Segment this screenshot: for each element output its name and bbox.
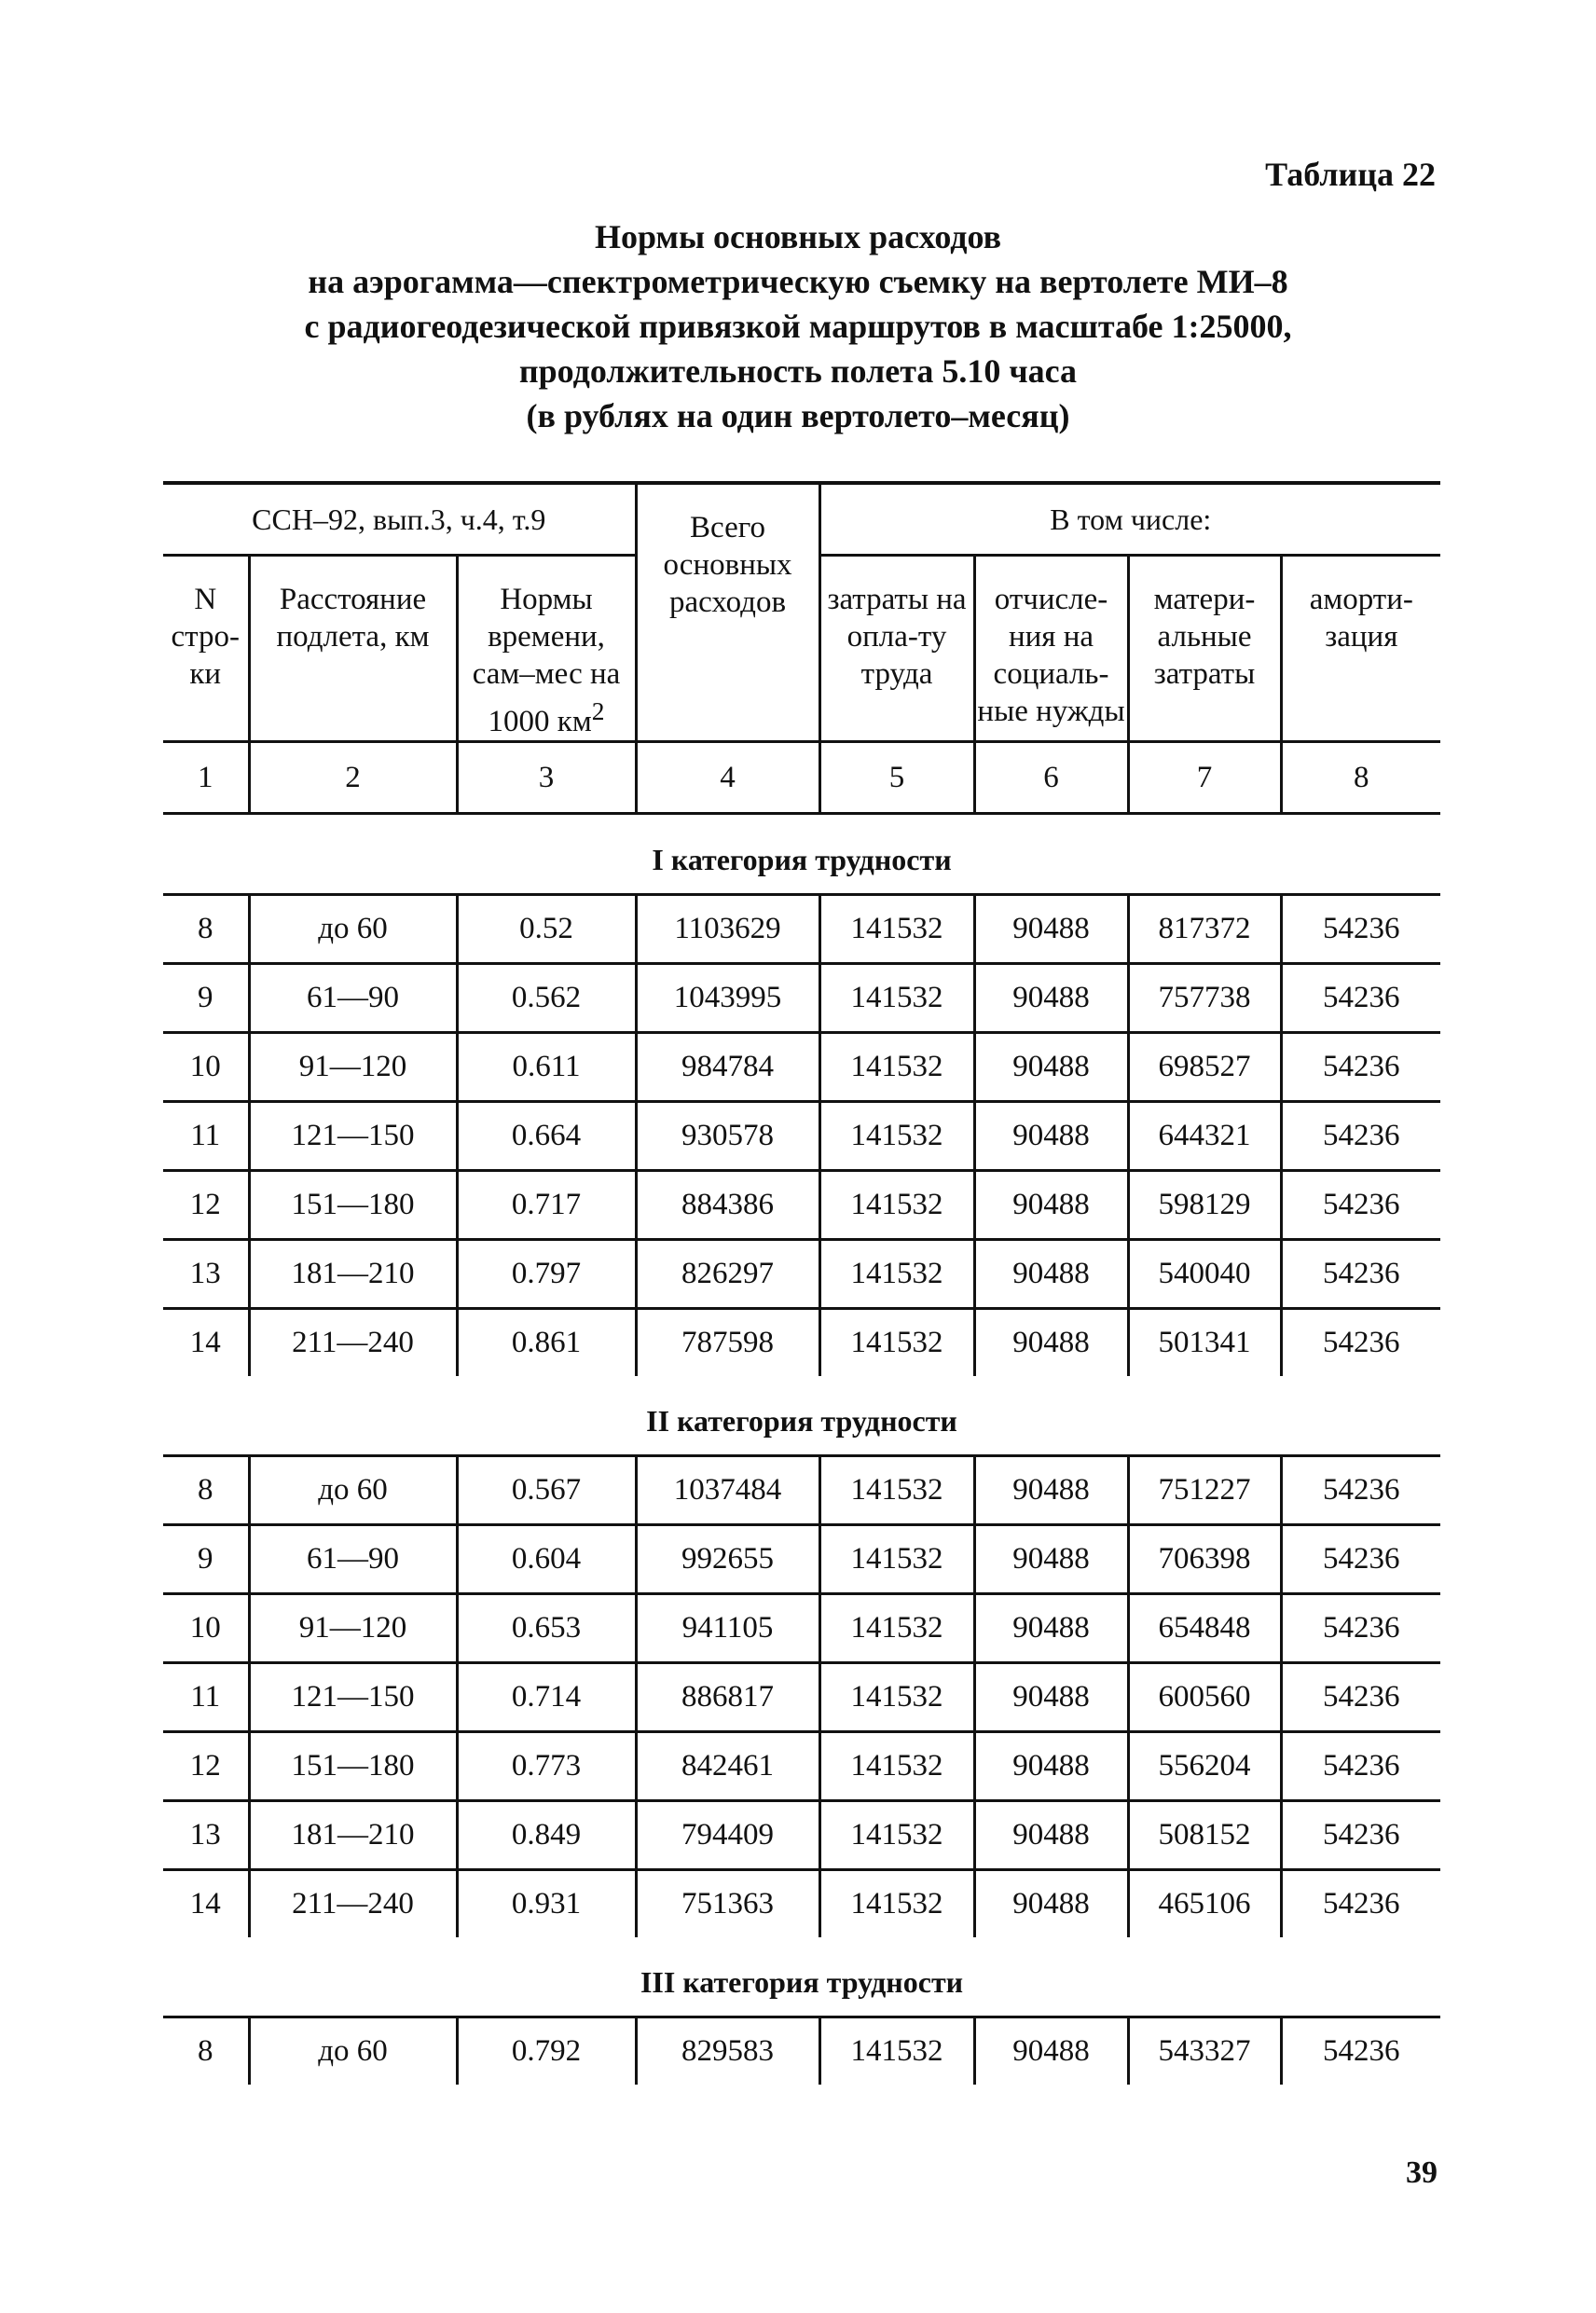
table-cell: 0.773 xyxy=(457,1732,636,1801)
table-cell: 8 xyxy=(163,2017,249,2086)
column-number-row xyxy=(163,742,1440,814)
table-cell: 706398 xyxy=(1128,1525,1281,1594)
table-cell: 54236 xyxy=(1281,1102,1440,1171)
table-cell: 930578 xyxy=(636,1102,819,1171)
table-cell: 11 xyxy=(163,1102,249,1171)
table-cell: 181—210 xyxy=(249,1801,457,1870)
table-cell: 644321 xyxy=(1128,1102,1281,1171)
table-cell: 141532 xyxy=(819,2017,974,2086)
table-cell: 181—210 xyxy=(249,1240,457,1309)
table-cell: до 60 xyxy=(249,2017,457,2086)
table-cell: 90488 xyxy=(974,964,1128,1033)
table-cell: 0.792 xyxy=(457,2017,636,2086)
column-number: 7 xyxy=(1128,742,1281,814)
column-number: 8 xyxy=(1281,742,1440,814)
table-cell: 0.562 xyxy=(457,964,636,1033)
table-cell: 751363 xyxy=(636,1870,819,1938)
table-cell: 10 xyxy=(163,1033,249,1102)
table-cell: 54236 xyxy=(1281,1456,1440,1525)
table-row xyxy=(163,1102,1440,1171)
table-cell: 54236 xyxy=(1281,1870,1440,1938)
table-cell: 141532 xyxy=(819,1525,974,1594)
category-heading-row xyxy=(163,814,1440,895)
header-col-3 xyxy=(457,556,636,742)
table-cell: 14 xyxy=(163,1309,249,1377)
table-row xyxy=(163,1033,1440,1102)
table-cell: 1043995 xyxy=(636,964,819,1033)
table-cell: 121—150 xyxy=(249,1663,457,1732)
table-cell: 0.931 xyxy=(457,1870,636,1938)
table-cell: 54236 xyxy=(1281,1309,1440,1377)
table-cell: до 60 xyxy=(249,895,457,964)
table-cell: 543327 xyxy=(1128,2017,1281,2086)
table-cell: 54236 xyxy=(1281,1033,1440,1102)
table-cell: 794409 xyxy=(636,1801,819,1870)
table-cell: 757738 xyxy=(1128,964,1281,1033)
table-cell: 556204 xyxy=(1128,1732,1281,1801)
table-cell: 0.664 xyxy=(457,1102,636,1171)
table-cell: 54236 xyxy=(1281,1801,1440,1870)
title-line: продолжительность полета 5.10 часа xyxy=(518,352,1078,390)
table-cell: 90488 xyxy=(974,1525,1128,1594)
table-cell: 0.653 xyxy=(457,1594,636,1663)
table-cell: 141532 xyxy=(819,895,974,964)
table-cell: 141532 xyxy=(819,1309,974,1377)
table-cell: 151—180 xyxy=(249,1171,457,1240)
table-cell: 10 xyxy=(163,1594,249,1663)
title-line: с радиогеодезической привязкой маршрутов в масштабе 1:25000, xyxy=(304,308,1292,345)
table-cell: 151—180 xyxy=(249,1732,457,1801)
category-heading-row xyxy=(163,1376,1440,1456)
table-cell: 1103629 xyxy=(636,895,819,964)
column-number: 5 xyxy=(819,742,974,814)
table-cell: 141532 xyxy=(819,964,974,1033)
table-cell: 465106 xyxy=(1128,1870,1281,1938)
table-row xyxy=(163,964,1440,1033)
table-cell: 984784 xyxy=(636,1033,819,1102)
table-cell: 12 xyxy=(163,1732,249,1801)
table-cell: 54236 xyxy=(1281,964,1440,1033)
table-row xyxy=(163,1870,1440,1938)
header-col-8: аморти-зация xyxy=(1281,556,1440,742)
table-cell: 941105 xyxy=(636,1594,819,1663)
table-cell: 90488 xyxy=(974,1594,1128,1663)
table-cell: 90488 xyxy=(974,1456,1128,1525)
header-col-6: отчисле-ния на социаль-ные нужды xyxy=(974,556,1128,742)
table-cell: 0.604 xyxy=(457,1525,636,1594)
table-cell: 54236 xyxy=(1281,1732,1440,1801)
table-cell: 54236 xyxy=(1281,1594,1440,1663)
column-number: 1 xyxy=(163,742,249,814)
table-row xyxy=(163,1171,1440,1240)
table-cell: 141532 xyxy=(819,1663,974,1732)
table-cell: 501341 xyxy=(1128,1309,1281,1377)
table-cell: 992655 xyxy=(636,1525,819,1594)
category-title: I категория трудности xyxy=(652,842,952,876)
table-row xyxy=(163,1801,1440,1870)
table-cell: 211—240 xyxy=(249,1309,457,1377)
table-cell: 121—150 xyxy=(249,1102,457,1171)
table-cell: 141532 xyxy=(819,1732,974,1801)
table-cell: 91—120 xyxy=(249,1033,457,1102)
header-col-7: матери-альные затраты xyxy=(1128,556,1281,742)
category-heading-row xyxy=(163,1937,1440,2017)
table-cell: 61—90 xyxy=(249,1525,457,1594)
category-title: II категория трудности xyxy=(646,1403,957,1438)
table-cell: 0.797 xyxy=(457,1240,636,1309)
table-cell: 141532 xyxy=(819,1594,974,1663)
column-number: 6 xyxy=(974,742,1128,814)
category-title: III категория трудности xyxy=(640,1964,964,1999)
table-number: Таблица 22 xyxy=(1265,156,1436,193)
table-cell: 11 xyxy=(163,1663,249,1732)
table-cell: 1037484 xyxy=(636,1456,819,1525)
table-row xyxy=(163,1663,1440,1732)
column-number: 3 xyxy=(457,742,636,814)
header-total: Всего основных расходов xyxy=(636,483,819,742)
header-col-3-sup: 2 xyxy=(591,696,605,725)
table-row xyxy=(163,2017,1440,2086)
table-cell: 90488 xyxy=(974,1870,1128,1938)
table-row xyxy=(163,1240,1440,1309)
title-line: на аэрогамма—спектрометрическую съемку на вертолете МИ–8 xyxy=(308,263,1288,300)
header-col-2: Расстояние подлета, км xyxy=(249,556,457,742)
table-cell: 0.52 xyxy=(457,895,636,964)
header-group-incl: В том числе: xyxy=(819,483,1440,556)
table-cell: до 60 xyxy=(249,1456,457,1525)
table-cell: 90488 xyxy=(974,1240,1128,1309)
table-cell: 698527 xyxy=(1128,1033,1281,1102)
table-cell: 90488 xyxy=(974,1033,1128,1102)
table-row xyxy=(163,1732,1440,1801)
table-cell: 0.849 xyxy=(457,1801,636,1870)
norms-table xyxy=(163,481,1440,2085)
header-group-ssn: ССН–92, вып.3, ч.4, т.9 xyxy=(163,483,636,556)
table-cell: 141532 xyxy=(819,1033,974,1102)
table-cell: 90488 xyxy=(974,1102,1128,1171)
table-cell: 0.714 xyxy=(457,1663,636,1732)
header-col-1: N стро-ки xyxy=(163,556,249,742)
page-number: 39 xyxy=(1406,2155,1438,2190)
table-cell: 13 xyxy=(163,1801,249,1870)
table-row xyxy=(163,895,1440,964)
table-cell: 540040 xyxy=(1128,1240,1281,1309)
table-cell: 600560 xyxy=(1128,1663,1281,1732)
title-line: Нормы основных расходов xyxy=(594,218,1002,255)
table-cell: 90488 xyxy=(974,1663,1128,1732)
table-cell: 9 xyxy=(163,1525,249,1594)
table-cell: 8 xyxy=(163,1456,249,1525)
table-cell: 61—90 xyxy=(249,964,457,1033)
table-cell: 54236 xyxy=(1281,1240,1440,1309)
table-cell: 90488 xyxy=(974,1171,1128,1240)
title-line: (в рублях на один вертолето–месяц) xyxy=(526,397,1070,434)
table-cell: 0.611 xyxy=(457,1033,636,1102)
table-cell: 141532 xyxy=(819,1870,974,1938)
table-cell: 141532 xyxy=(819,1102,974,1171)
table-cell: 842461 xyxy=(636,1732,819,1801)
table-cell: 14 xyxy=(163,1870,249,1938)
table-cell: 12 xyxy=(163,1171,249,1240)
table-cell: 141532 xyxy=(819,1801,974,1870)
table-cell: 829583 xyxy=(636,2017,819,2086)
table-cell: 90488 xyxy=(974,1732,1128,1801)
table-cell: 0.861 xyxy=(457,1309,636,1377)
table-cell: 508152 xyxy=(1128,1801,1281,1870)
table-cell: 54236 xyxy=(1281,1663,1440,1732)
table-cell: 13 xyxy=(163,1240,249,1309)
header-col-3-text: Нормы времени, сам–мес на 1000 км xyxy=(472,583,621,738)
table-cell: 91—120 xyxy=(249,1594,457,1663)
table-cell: 654848 xyxy=(1128,1594,1281,1663)
table-row xyxy=(163,1525,1440,1594)
header-col-5: затраты на опла-ту труда xyxy=(819,556,974,742)
table-cell: 817372 xyxy=(1128,895,1281,964)
table-row xyxy=(163,1309,1440,1377)
table-cell: 598129 xyxy=(1128,1171,1281,1240)
table-cell: 211—240 xyxy=(249,1870,457,1938)
table-cell: 0.567 xyxy=(457,1456,636,1525)
table-cell: 54236 xyxy=(1281,2017,1440,2086)
table-cell: 90488 xyxy=(974,2017,1128,2086)
table-cell: 0.717 xyxy=(457,1171,636,1240)
table-cell: 884386 xyxy=(636,1171,819,1240)
table-cell: 751227 xyxy=(1128,1456,1281,1525)
table-cell: 8 xyxy=(163,895,249,964)
column-number: 2 xyxy=(249,742,457,814)
table-title xyxy=(0,214,1596,438)
column-number: 4 xyxy=(636,742,819,814)
table-cell: 141532 xyxy=(819,1456,974,1525)
table-cell: 886817 xyxy=(636,1663,819,1732)
table-row xyxy=(163,1594,1440,1663)
table-row xyxy=(163,1456,1440,1525)
table-cell: 54236 xyxy=(1281,1171,1440,1240)
table-cell: 54236 xyxy=(1281,1525,1440,1594)
table-cell: 90488 xyxy=(974,895,1128,964)
table-cell: 54236 xyxy=(1281,895,1440,964)
table-cell: 90488 xyxy=(974,1801,1128,1870)
table-cell: 9 xyxy=(163,964,249,1033)
table-cell: 141532 xyxy=(819,1240,974,1309)
table-cell: 826297 xyxy=(636,1240,819,1309)
table-cell: 90488 xyxy=(974,1309,1128,1377)
table-cell: 141532 xyxy=(819,1171,974,1240)
table-cell: 787598 xyxy=(636,1309,819,1377)
